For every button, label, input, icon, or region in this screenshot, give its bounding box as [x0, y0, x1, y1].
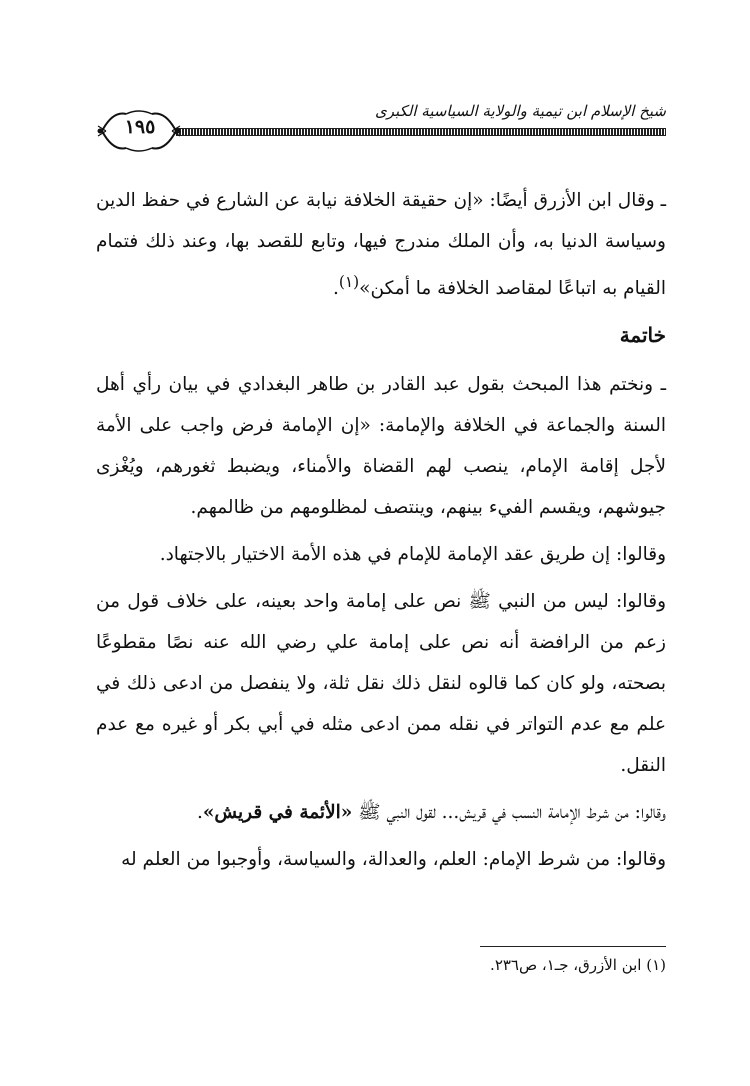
paragraph-conditions: وقالوا: من شرط الإمام: العلم، والعدالة، والسياسة، وأوجبوا من العلم له	[121, 849, 666, 871]
footnote-ref: (١)	[338, 273, 360, 291]
paragraph-ibn-azraq	[96, 180, 666, 309]
hadith-quote: «الأئمة في قريش»	[202, 802, 353, 824]
page-header	[96, 96, 666, 168]
footnote-divider	[480, 946, 666, 947]
section-heading: خاتمة	[619, 323, 666, 348]
paragraph-text: ـ وقال ابن الأزرق أيضًا: «إن حقيقة الخلافة نيابة عن الشارع في حفظ الدين وسياسة الدنيا به، وأن الملك مندرج فيها، وتابع للقصد بها، وعند ذلك فتمام القيام به اتباعًا لمقاصد الخلافة ما أمكن»	[96, 190, 666, 300]
paragraph-baghdadi: ـ ونختم هذا المبحث بقول عبد القادر بن طاهر البغدادي في بيان رأي أهل السنة والجماعة في الخلافة والإمامة: «إن الإمامة فرض واجب على الأمة لأجل إقامة الإمام، ينصب لهم القضاة والأمناء، ويضبط ثغورهم، ويُغْزى جيوشهم، ويقسم الفيء بينهم، وينتصف لمظلومهم من ظالمهم.	[96, 374, 666, 519]
running-title: شيخ الإسلام ابن تيمية والولاية السياسية الكبرى	[374, 102, 666, 120]
paragraph-end: .	[196, 802, 203, 824]
page-body	[96, 180, 666, 886]
header-rule	[176, 128, 666, 136]
paragraph-quraysh	[96, 792, 666, 833]
footnote: (١) ابن الأزرق، جـ١، ص٢٣٦.	[490, 956, 666, 974]
paragraph-text: وقالوا: من شرط الإمامة النسب في قريش... لقول النبي ﷺ	[352, 802, 666, 824]
paragraph-no-text: وقالوا: ليس من النبي ﷺ نص على إمامة واحد بعينه، على خلاف قول من زعم من الرافضة أنه نص على إمامة علي رضي الله عنه نصًا مقطوعًا بصحته، ولو كان كما قالوه لنقل ذلك نقل ثلة، ولا ينفصل من ادعى ذلك في علم مع عدم التواتر في نقله ممن ادعى مثله في أبي بكر أو غيره مع عدم النقل.	[96, 591, 666, 777]
paragraph-end: .	[332, 278, 339, 300]
paragraph-election: وقالوا: إن طريق عقد الإمامة للإمام في هذه الأمة الاختيار بالاجتهاد.	[159, 544, 666, 566]
page-number: ١٩٥	[124, 116, 156, 138]
